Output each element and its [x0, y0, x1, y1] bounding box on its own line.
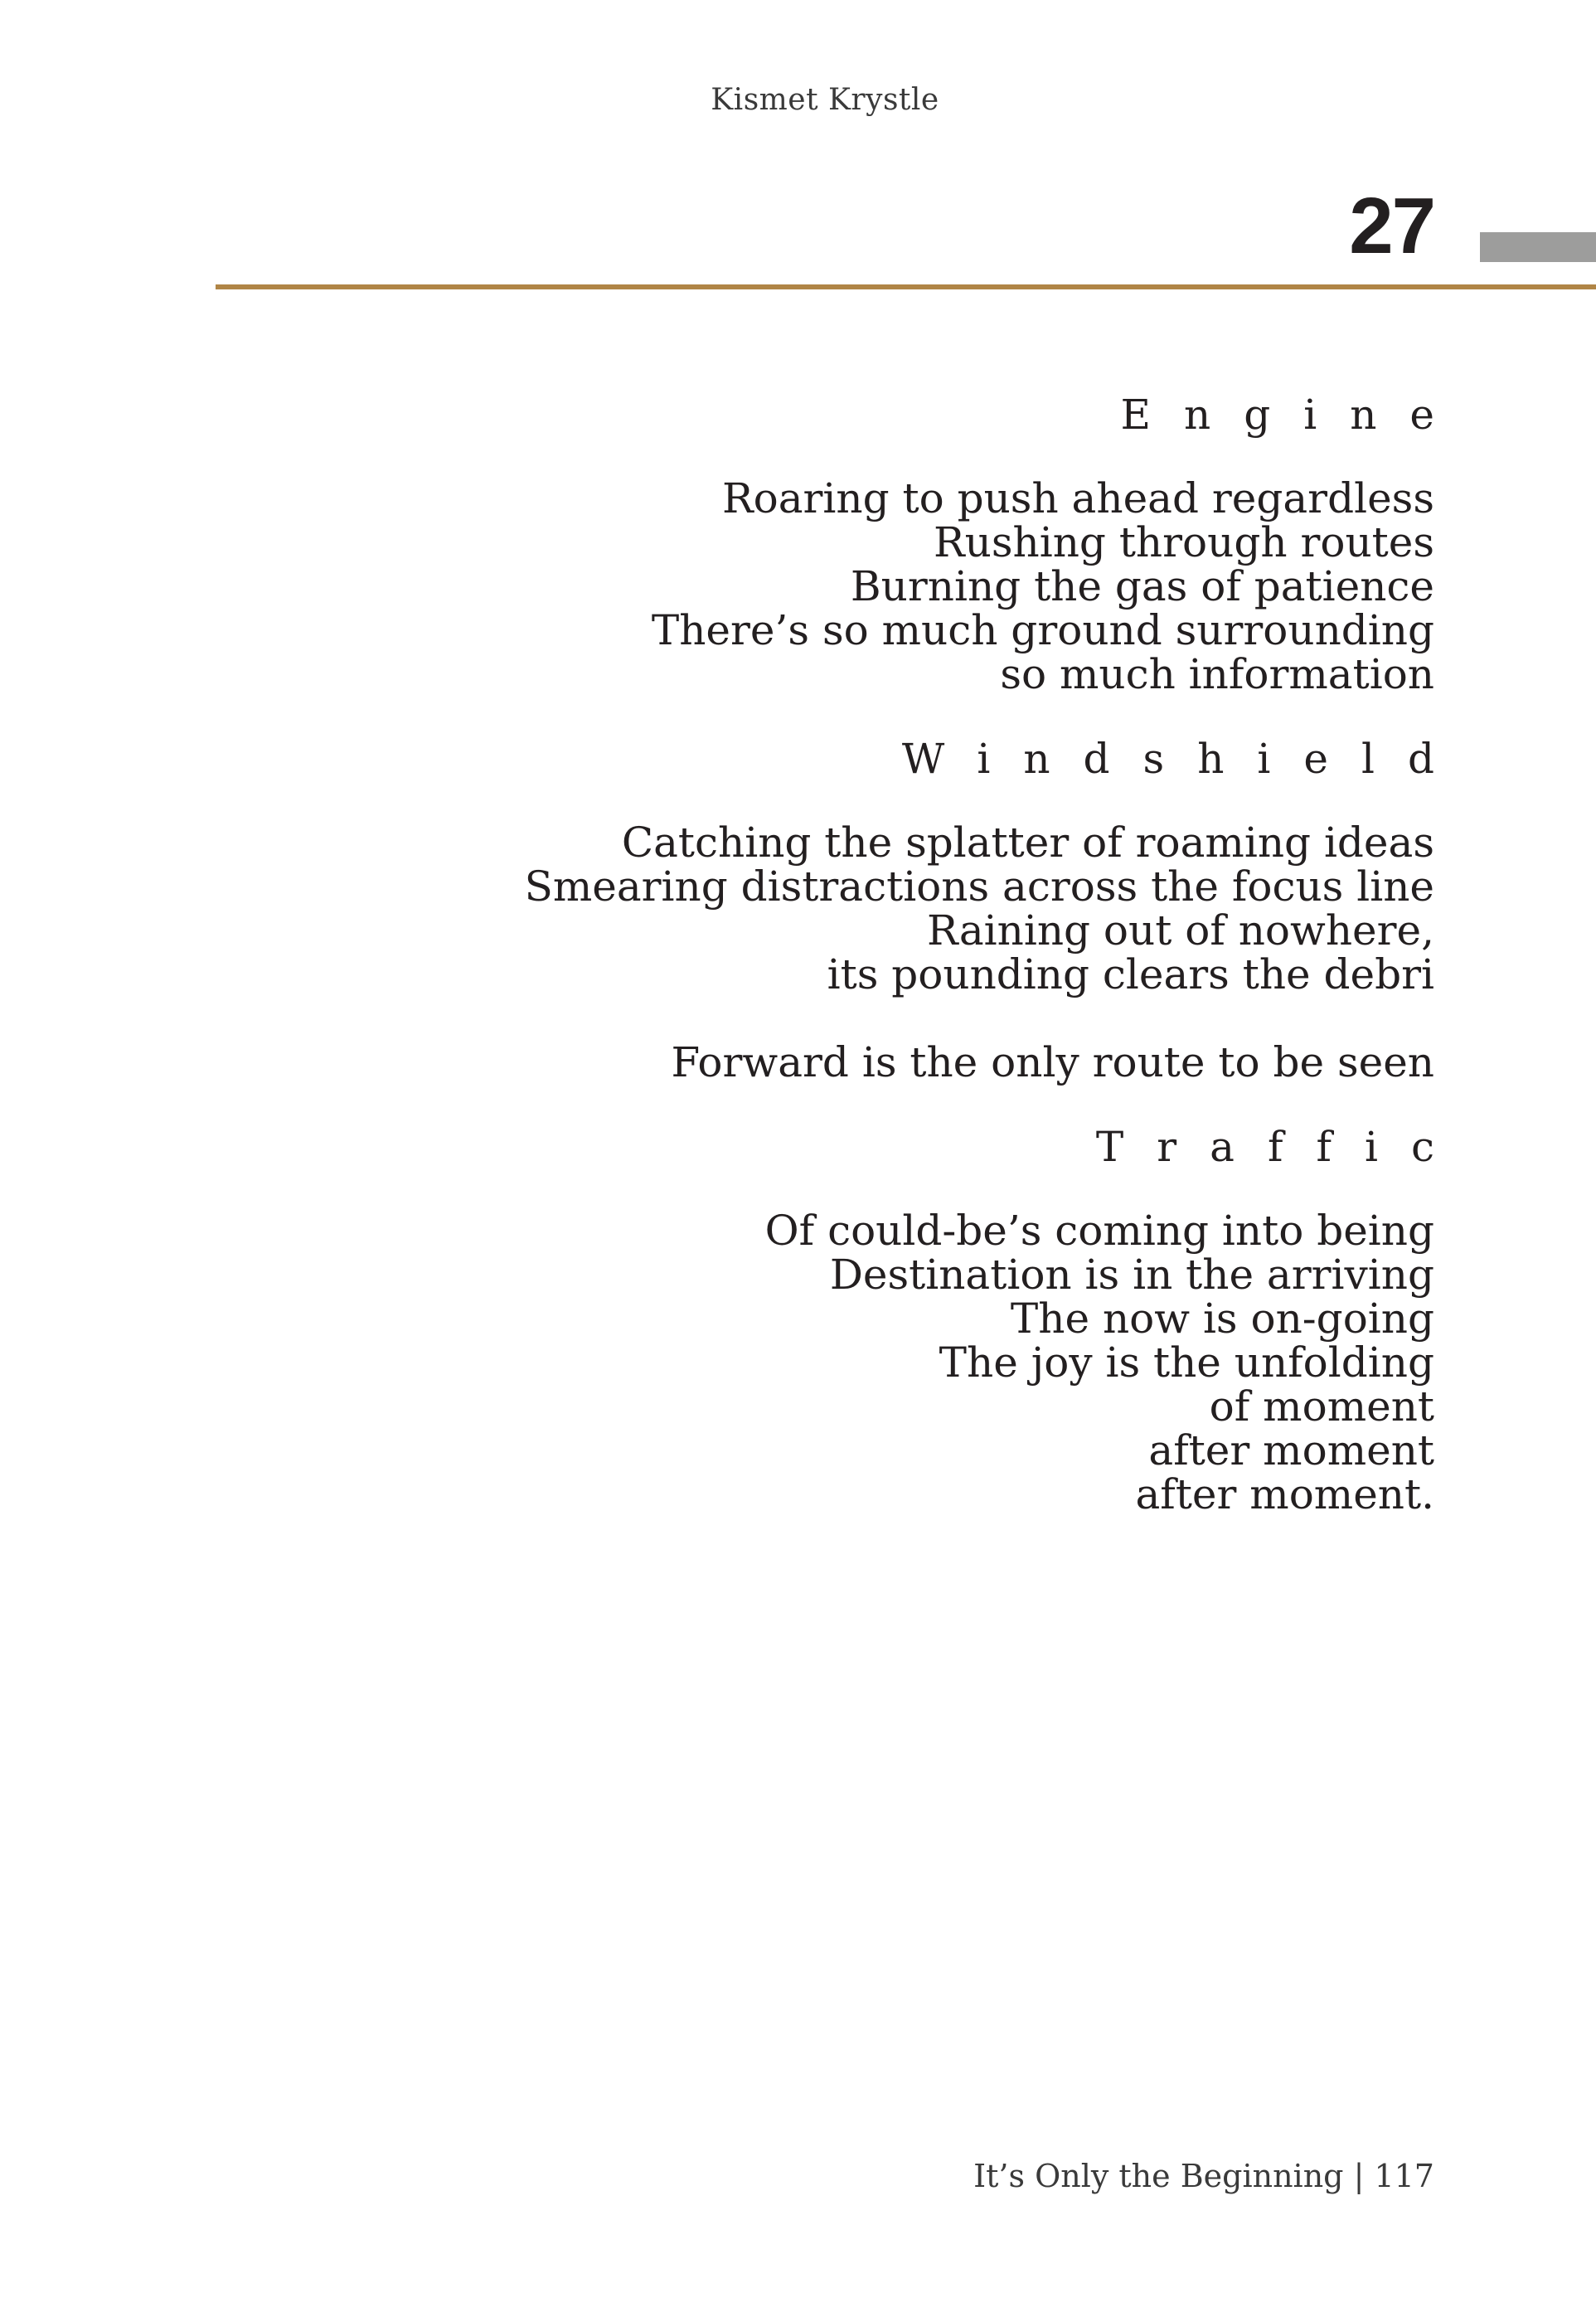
running-head-author: Kismet Krystle	[711, 83, 939, 117]
section-title-windshield: Windshield	[901, 735, 1467, 783]
poem-line: Raining out of nowhere,	[927, 906, 1434, 955]
poem-line: Of could-be’s coming into being	[764, 1207, 1434, 1255]
poem-line: Catching the splatter of roaming ideas	[621, 819, 1434, 867]
section-title-traffic: Traffic	[1095, 1123, 1467, 1171]
stanza-windshield	[191, 821, 1434, 997]
poem-line: Forward is the only route to be seen	[671, 1038, 1434, 1086]
poem-line: Roaring to push ahead regardless	[721, 474, 1434, 522]
poem-line: There’s so much ground surrounding	[651, 606, 1434, 654]
poem-line: so much information	[1000, 650, 1434, 698]
poem-body	[191, 390, 1467, 1518]
poem-line: of moment	[1209, 1382, 1434, 1431]
stanza-traffic	[191, 1209, 1434, 1517]
page-footer: It’s Only the Beginning | 117	[973, 2158, 1434, 2194]
section-title-engine: Engine	[1120, 391, 1467, 439]
poem-line: its pounding clears the debri	[827, 950, 1434, 998]
poem-line: Burning the gas of patience	[850, 562, 1434, 610]
stanza-windshield-closing	[191, 1038, 1434, 1086]
poem-line: after moment.	[1135, 1470, 1434, 1518]
poem-line: after moment	[1148, 1426, 1434, 1474]
chapter-tab-marker	[1480, 232, 1596, 262]
chapter-number: 27	[1349, 182, 1434, 270]
poem-line: Rushing through routes	[934, 518, 1434, 566]
chapter-divider-rule	[216, 284, 1596, 289]
poem-line: The now is on-going	[1010, 1295, 1434, 1343]
poem-line: Smearing distractions across the focus line	[524, 862, 1434, 911]
poem-line: Destination is in the arriving	[829, 1251, 1434, 1299]
stanza-engine	[191, 474, 1434, 698]
poem-line: The joy is the unfolding	[939, 1338, 1434, 1387]
